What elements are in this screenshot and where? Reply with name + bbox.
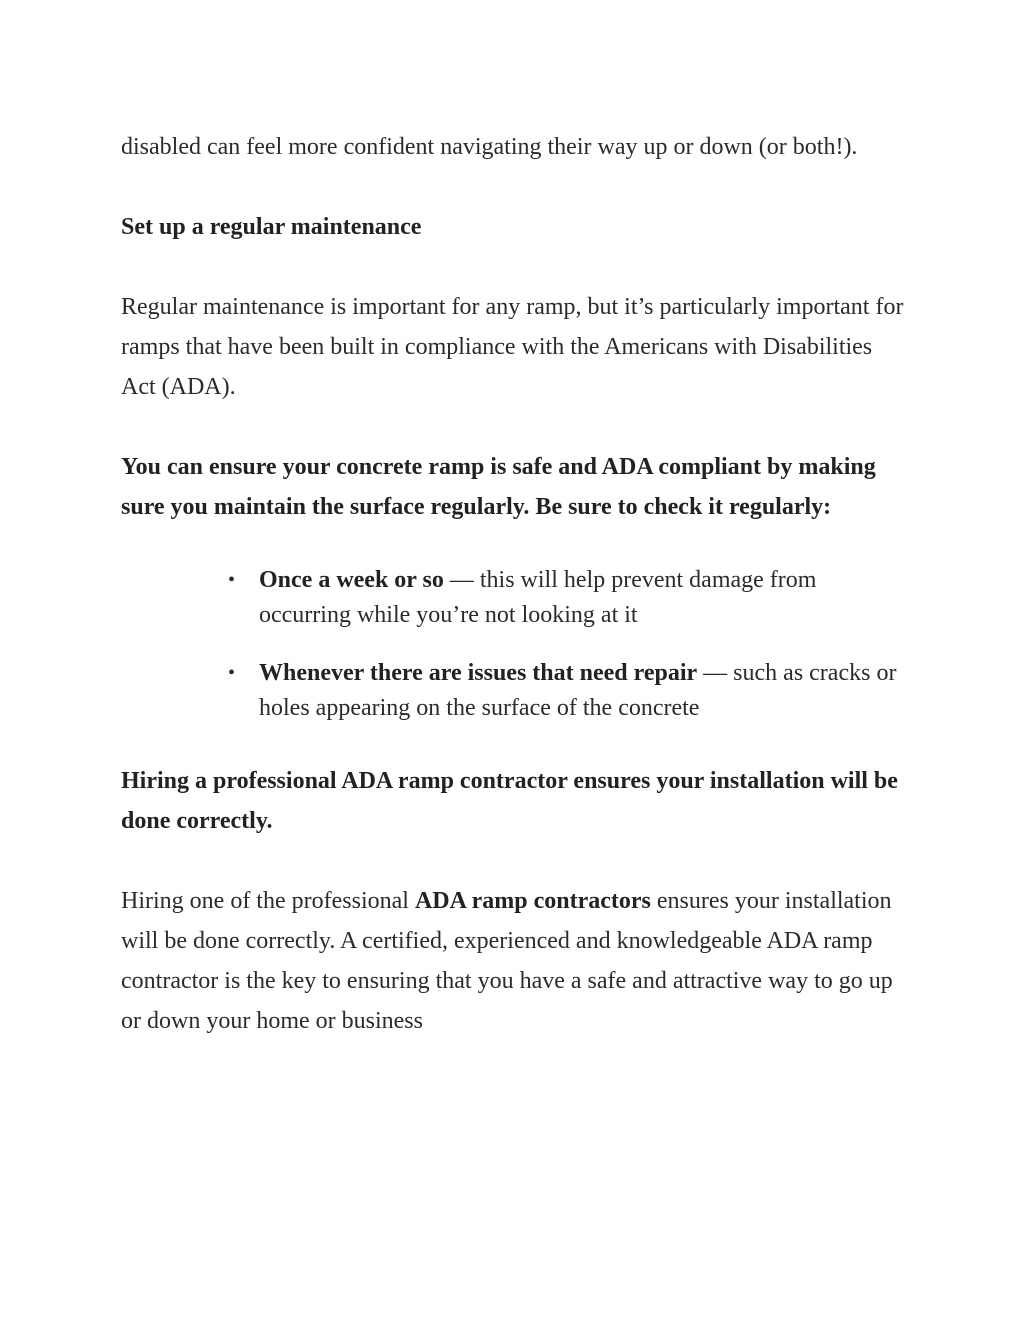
list-item-bold: Once a week or so: [259, 567, 444, 593]
maintenance-paragraph: Regular maintenance is important for any ramp, but it’s particularly important for ramps that have been built in compliance with the Americans with Disabilities Act (ADA).: [121, 294, 904, 400]
list-item-text: — this will help prevent damage from occurring while you’re not looking at it: [259, 567, 817, 628]
check-frequency-list: [121, 563, 911, 726]
list-item-bold: Whenever there are issues that need repair: [259, 660, 698, 686]
hiring-heading: Hiring a professional ADA ramp contractor ensures your installation will be done correctly.: [121, 768, 898, 834]
hiring-paragraph-start: Hiring one of the professional: [121, 888, 415, 914]
hiring-paragraph: [121, 881, 911, 1041]
bullet-icon: •: [228, 662, 236, 684]
ensure-paragraph: You can ensure your concrete ramp is safe and ADA compliant by making sure you maintain the surface regularly. Be sure to check it regularly:: [121, 454, 876, 520]
hiring-paragraph-end: ensures your installation will be done correctly. A certified, experienced and knowledgeable ADA ramp contractor is the key to ensuring that you have a safe and attractive way to go up or down your home or business: [121, 888, 893, 1034]
list-item: [228, 563, 911, 633]
ada-contractors-text: ADA ramp contractors: [414, 888, 651, 914]
intro-paragraph: disabled can feel more confident navigating their way up or down (or both!).: [121, 134, 858, 160]
bullet-icon: •: [228, 569, 236, 591]
document-page: [121, 127, 911, 1041]
maintenance-heading: Set up a regular maintenance: [121, 214, 422, 240]
list-item-text: — such as cracks or holes appearing on the surface of the concrete: [259, 660, 897, 721]
list-item: [228, 656, 911, 726]
